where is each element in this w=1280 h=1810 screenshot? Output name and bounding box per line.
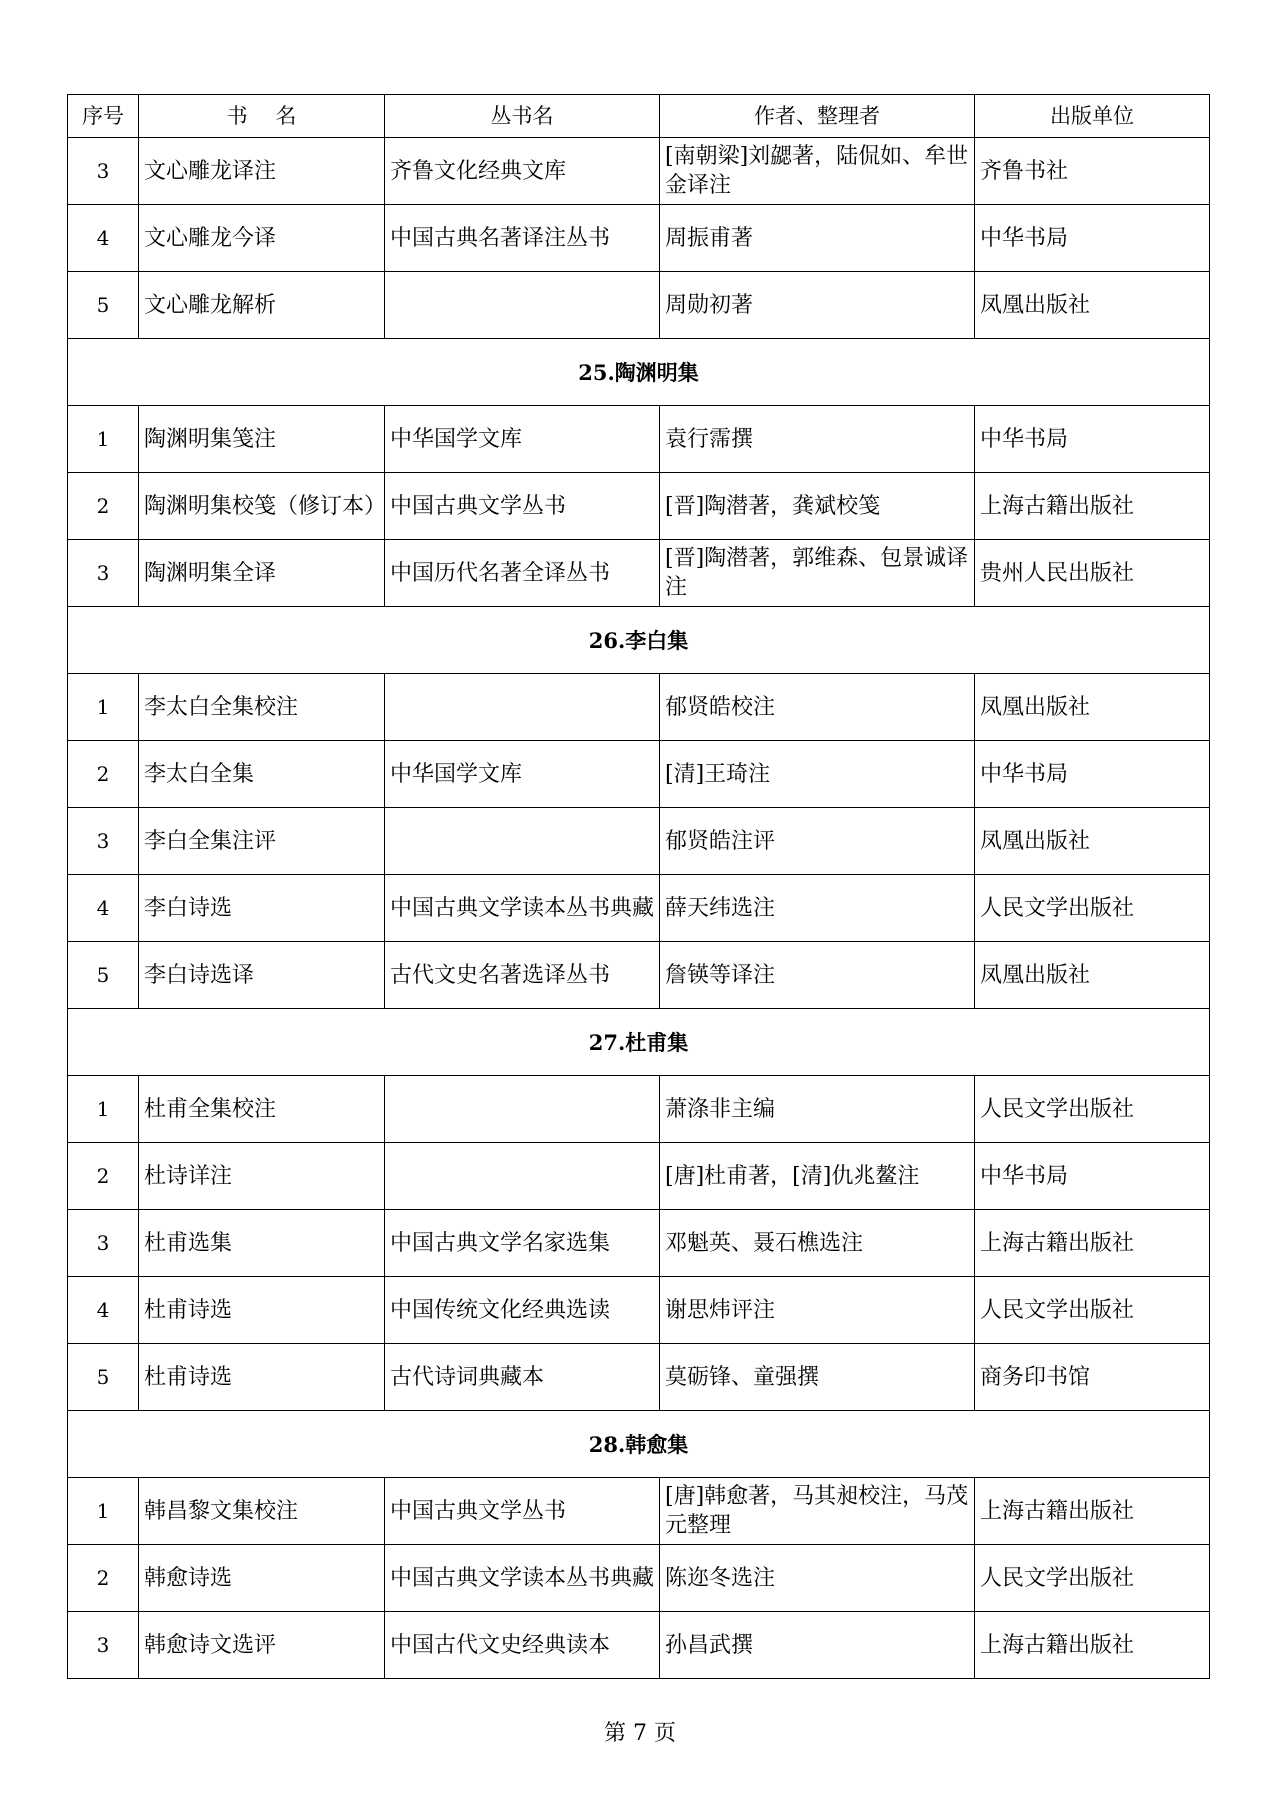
header-author: 作者、整理者 [660, 95, 975, 138]
cell-publisher: 中华书局 [975, 741, 1210, 808]
table-header-row [68, 95, 1210, 138]
cell-title: 杜甫选集 [139, 1210, 385, 1277]
cell-title: 文心雕龙解析 [139, 272, 385, 339]
cell-title: 李白诗选译 [139, 942, 385, 1009]
cell-series: 中华国学文库 [385, 741, 660, 808]
cell-series: 中国古典文学名家选集 [385, 1210, 660, 1277]
cell-number: 2 [68, 1143, 139, 1210]
cell-number: 4 [68, 875, 139, 942]
table-row [68, 540, 1210, 607]
cell-author: 郁贤皓校注 [660, 674, 975, 741]
cell-series: 古代诗词典藏本 [385, 1344, 660, 1411]
cell-title: 李太白全集校注 [139, 674, 385, 741]
cell-series: 中国历代名著全译丛书 [385, 540, 660, 607]
cell-publisher: 上海古籍出版社 [975, 1612, 1210, 1679]
cell-series: 中国古典名著译注丛书 [385, 205, 660, 272]
cell-publisher: 商务印书馆 [975, 1344, 1210, 1411]
cell-series: 中国传统文化经典选读 [385, 1277, 660, 1344]
table-row [68, 674, 1210, 741]
book-list-table [67, 94, 1210, 1679]
table-row [68, 205, 1210, 272]
cell-number: 2 [68, 1545, 139, 1612]
section-row [68, 1411, 1210, 1478]
cell-number: 4 [68, 205, 139, 272]
cell-series: 中国古典文学读本丛书典藏 [385, 1545, 660, 1612]
cell-series: 齐鲁文化经典文库 [385, 138, 660, 205]
cell-number: 5 [68, 1344, 139, 1411]
cell-series [385, 1076, 660, 1143]
cell-publisher: 凤凰出版社 [975, 942, 1210, 1009]
cell-number: 1 [68, 406, 139, 473]
table-row [68, 1076, 1210, 1143]
cell-number: 2 [68, 473, 139, 540]
section-row [68, 607, 1210, 674]
cell-series: 古代文史名著选译丛书 [385, 942, 660, 1009]
cell-series [385, 1143, 660, 1210]
cell-author: 邓魁英、聂石樵选注 [660, 1210, 975, 1277]
cell-number: 1 [68, 1076, 139, 1143]
cell-author: [唐]杜甫著，[清]仇兆鳌注 [660, 1143, 975, 1210]
cell-number: 3 [68, 1612, 139, 1679]
cell-number: 5 [68, 942, 139, 1009]
header-number: 序号 [68, 95, 139, 138]
cell-author: 萧涤非主编 [660, 1076, 975, 1143]
cell-publisher: 人民文学出版社 [975, 875, 1210, 942]
cell-author: 薛天纬选注 [660, 875, 975, 942]
cell-title: 李白诗选 [139, 875, 385, 942]
cell-series: 中国古典文学丛书 [385, 473, 660, 540]
header-title: 书 名 [139, 95, 385, 138]
cell-author: 詹锳等译注 [660, 942, 975, 1009]
cell-publisher: 上海古籍出版社 [975, 473, 1210, 540]
section-row [68, 1009, 1210, 1076]
page-number: 第 7 页 [604, 1721, 676, 1746]
cell-author: [清]王琦注 [660, 741, 975, 808]
cell-publisher: 齐鲁书社 [975, 138, 1210, 205]
cell-series [385, 272, 660, 339]
cell-series: 中华国学文库 [385, 406, 660, 473]
cell-publisher: 凤凰出版社 [975, 808, 1210, 875]
cell-series: 中国古代文史经典读本 [385, 1612, 660, 1679]
cell-publisher: 贵州人民出版社 [975, 540, 1210, 607]
table-row [68, 406, 1210, 473]
cell-series [385, 808, 660, 875]
cell-number: 3 [68, 138, 139, 205]
cell-series [385, 674, 660, 741]
cell-author: 周勋初著 [660, 272, 975, 339]
cell-number: 5 [68, 272, 139, 339]
cell-publisher: 人民文学出版社 [975, 1545, 1210, 1612]
cell-author: [晋]陶潜著，龚斌校笺 [660, 473, 975, 540]
cell-title: 韩昌黎文集校注 [139, 1478, 385, 1545]
table-row [68, 875, 1210, 942]
cell-author: [南朝梁]刘勰著，陆侃如、牟世金译注 [660, 138, 975, 205]
section-heading: 25.陶渊明集 [68, 339, 1210, 406]
cell-series: 中国古典文学丛书 [385, 1478, 660, 1545]
cell-publisher: 中华书局 [975, 1143, 1210, 1210]
table-body [68, 138, 1210, 1679]
cell-title: 陶渊明集校笺（修订本） [139, 473, 385, 540]
cell-author: 陈迩冬选注 [660, 1545, 975, 1612]
cell-publisher: 上海古籍出版社 [975, 1478, 1210, 1545]
cell-number: 3 [68, 808, 139, 875]
table-row [68, 1277, 1210, 1344]
cell-author: 莫砺锋、童强撰 [660, 1344, 975, 1411]
cell-title: 李太白全集 [139, 741, 385, 808]
table-row [68, 138, 1210, 205]
cell-author: 谢思炜评注 [660, 1277, 975, 1344]
cell-publisher: 凤凰出版社 [975, 272, 1210, 339]
cell-title: 陶渊明集笺注 [139, 406, 385, 473]
cell-number: 3 [68, 1210, 139, 1277]
table-row [68, 1210, 1210, 1277]
table-row [68, 272, 1210, 339]
cell-title: 杜甫全集校注 [139, 1076, 385, 1143]
cell-author: 周振甫著 [660, 205, 975, 272]
cell-number: 1 [68, 1478, 139, 1545]
section-heading: 28.韩愈集 [68, 1411, 1210, 1478]
cell-number: 2 [68, 741, 139, 808]
table-row [68, 1545, 1210, 1612]
table-row [68, 808, 1210, 875]
cell-title: 李白全集注评 [139, 808, 385, 875]
cell-publisher: 中华书局 [975, 205, 1210, 272]
cell-publisher: 中华书局 [975, 406, 1210, 473]
cell-author: [唐]韩愈著，马其昶校注，马茂元整理 [660, 1478, 975, 1545]
table-row [68, 1612, 1210, 1679]
cell-publisher: 人民文学出版社 [975, 1277, 1210, 1344]
cell-number: 4 [68, 1277, 139, 1344]
table-row [68, 473, 1210, 540]
cell-publisher: 上海古籍出版社 [975, 1210, 1210, 1277]
section-row [68, 339, 1210, 406]
cell-title: 陶渊明集全译 [139, 540, 385, 607]
section-heading: 27.杜甫集 [68, 1009, 1210, 1076]
cell-publisher: 人民文学出版社 [975, 1076, 1210, 1143]
cell-author: 袁行霈撰 [660, 406, 975, 473]
cell-title: 杜甫诗选 [139, 1344, 385, 1411]
cell-series: 中国古典文学读本丛书典藏 [385, 875, 660, 942]
header-series: 丛书名 [385, 95, 660, 138]
table-row [68, 1478, 1210, 1545]
cell-author: 孙昌武撰 [660, 1612, 975, 1679]
section-heading: 26.李白集 [68, 607, 1210, 674]
cell-title: 韩愈诗文选评 [139, 1612, 385, 1679]
cell-title: 文心雕龙译注 [139, 138, 385, 205]
header-publisher: 出版单位 [975, 95, 1210, 138]
table-row [68, 741, 1210, 808]
cell-title: 杜诗详注 [139, 1143, 385, 1210]
cell-title: 文心雕龙今译 [139, 205, 385, 272]
cell-publisher: 凤凰出版社 [975, 674, 1210, 741]
table-row [68, 1143, 1210, 1210]
cell-title: 杜甫诗选 [139, 1277, 385, 1344]
cell-number: 1 [68, 674, 139, 741]
table-row [68, 942, 1210, 1009]
cell-author: 郁贤皓注评 [660, 808, 975, 875]
table-row [68, 1344, 1210, 1411]
cell-author: [晋]陶潜著，郭维森、包景诚译注 [660, 540, 975, 607]
cell-title: 韩愈诗选 [139, 1545, 385, 1612]
cell-number: 3 [68, 540, 139, 607]
